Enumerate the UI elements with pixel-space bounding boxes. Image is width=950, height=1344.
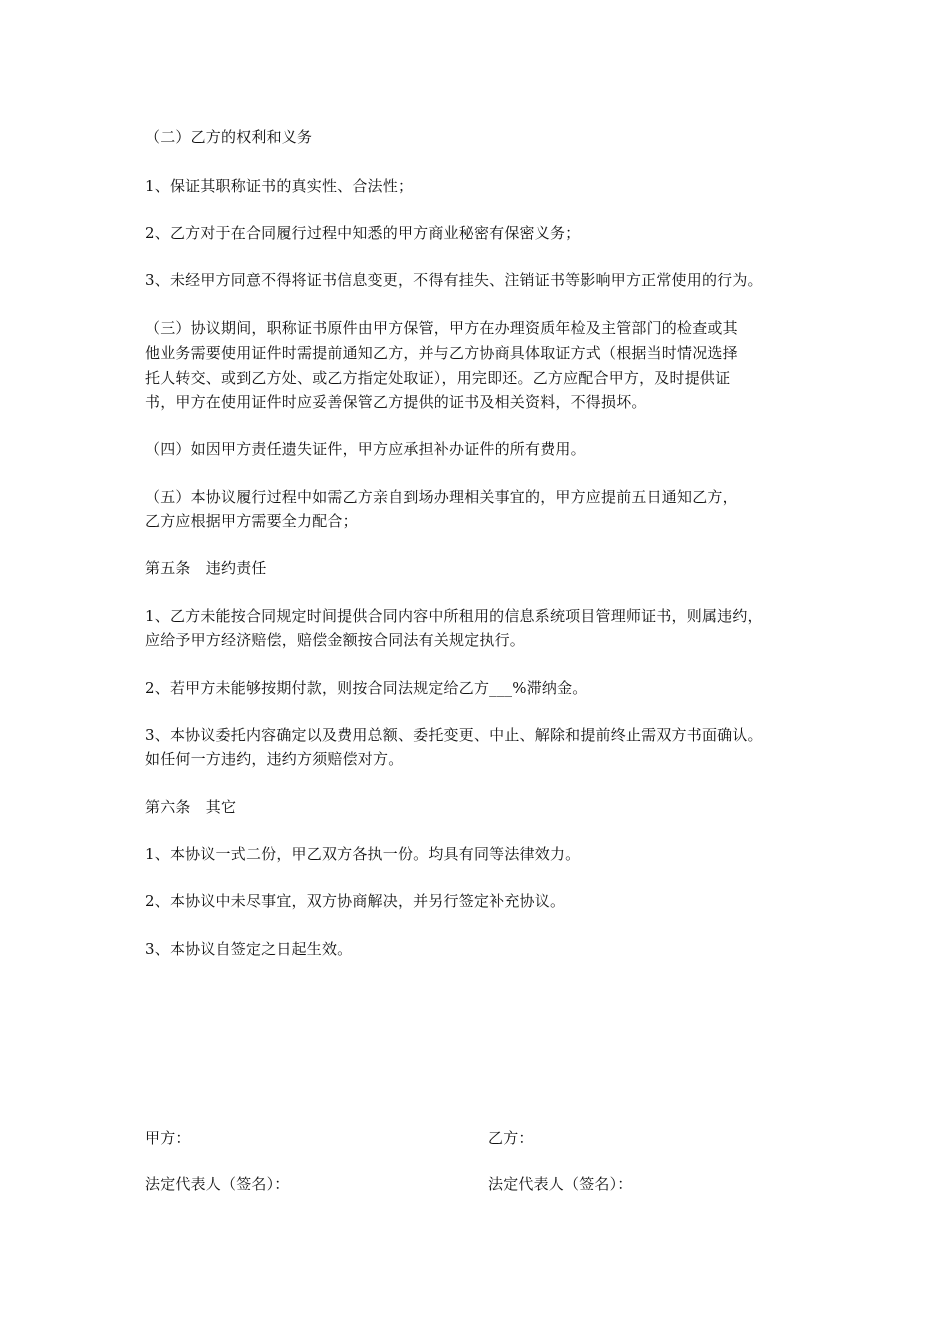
paragraph-line: 托人转交、或到乙方处、或乙方指定处取证），用完即还。乙方应配合甲方，及时提供证 xyxy=(145,369,731,387)
article-heading: 第六条 其它 xyxy=(145,798,237,816)
paragraph-line: （四）如因甲方责任遗失证件，甲方应承担补办证件的所有费用。 xyxy=(145,440,586,458)
paragraph-line: （三）协议期间，职称证书原件由甲方保管，甲方在办理资质年检及主管部门的检查或其 xyxy=(145,319,738,337)
clause-text: 1、保证其职称证书的真实性、合法性； xyxy=(145,177,414,195)
clause-text: 2、本协议中未尽事宜，双方协商解决，并另行签定补充协议。 xyxy=(145,892,566,910)
clause-text: 3、未经甲方同意不得将证书信息变更，不得有挂失、注销证书等影响甲方正常使用的行为。 xyxy=(145,271,763,289)
paragraph-line: （五）本协议履行过程中如需乙方亲自到场办理相关事宜的，甲方应提前五日通知乙方， xyxy=(145,488,738,506)
article-heading: 第五条 违约责任 xyxy=(145,559,267,577)
paragraph-line: 应给予甲方经济赔偿，赔偿金额按合同法有关规定执行。 xyxy=(145,631,526,649)
clause-text: 3、本协议自签定之日起生效。 xyxy=(145,940,353,958)
paragraph-line: 3、本协议委托内容确定以及费用总额、委托变更、中止、解除和提前终止需双方书面确认。 xyxy=(145,726,763,744)
clause-text: 1、本协议一式二份，甲乙双方各执一份。均具有同等法律效力。 xyxy=(145,845,581,863)
party-b-label: 乙方： xyxy=(488,1129,534,1147)
paragraph-line: 乙方应根据甲方需要全力配合； xyxy=(145,512,358,530)
paragraph-line: 他业务需要使用证件时需提前通知乙方，并与乙方协商具体取证方式（根据当时情况选择 xyxy=(145,344,738,362)
party-b-representative-signature: 法定代表人（签名）： xyxy=(488,1175,633,1193)
section-heading-party-b-rights: （二）乙方的权利和义务 xyxy=(145,128,313,146)
paragraph-line: 1、乙方未能按合同规定时间提供合同内容中所租用的信息系统项目管理师证书，则属违约， xyxy=(145,607,763,625)
party-a-representative-signature: 法定代表人（签名）： xyxy=(145,1175,290,1193)
clause-text: 2、乙方对于在合同履行过程中知悉的甲方商业秘密有保密义务； xyxy=(145,224,581,242)
paragraph-line: 书，甲方在使用证件时应妥善保管乙方提供的证书及相关资料，不得损坏。 xyxy=(145,393,647,411)
party-a-label: 甲方： xyxy=(145,1129,191,1147)
paragraph-line: 2、若甲方未能够按期付款，则按合同法规定给乙方___%滞纳金。 xyxy=(145,679,588,697)
paragraph-line: 如任何一方违约，违约方须赔偿对方。 xyxy=(145,750,404,768)
